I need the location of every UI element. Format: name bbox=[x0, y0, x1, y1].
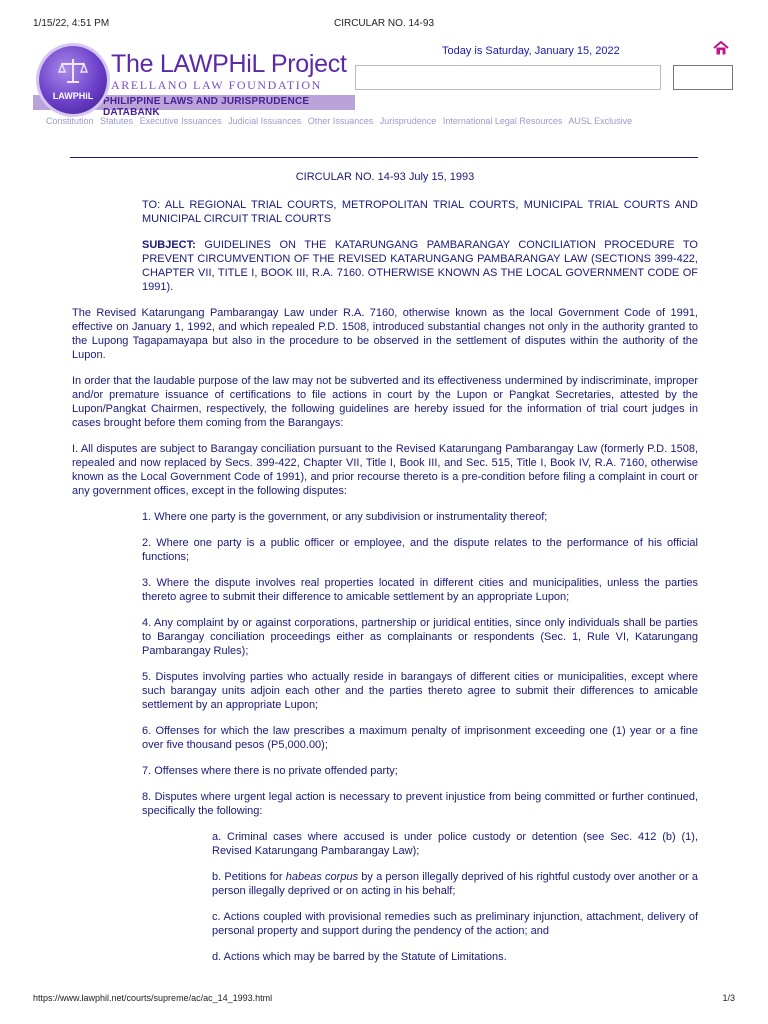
print-title: CIRCULAR NO. 14-93 bbox=[333, 18, 435, 29]
subject bbox=[142, 238, 698, 294]
nav-item-other-issuances[interactable]: Other Issuances bbox=[307, 116, 374, 126]
home-icon[interactable] bbox=[713, 41, 729, 55]
nav-item-executive-issuances[interactable]: Executive Issuances bbox=[139, 116, 222, 126]
header-divider bbox=[70, 157, 698, 158]
nav-item-constitution[interactable]: Constitution bbox=[46, 116, 94, 126]
sub-item-b: b. Petitions for habeas corpus by a person illegally deprived of his rightful custody over another or a person illegally deprived or on acting in his behalf; bbox=[212, 871, 698, 897]
exception-item: 8. Disputes where urgent legal action is necessary to prevent injustice from being committed or further continued, specifically the following: bbox=[142, 791, 698, 817]
sub-item-d: d. Actions which may be barred by the Statute of Limitations. bbox=[212, 951, 507, 963]
print-url: https://www.lawphil.net/courts/supreme/ac/ac_14_1993.html bbox=[33, 993, 273, 1003]
subject-label: SUBJECT: bbox=[142, 239, 196, 251]
exception-item: 3. Where the dispute involves real properties located in different cities and municipalities, unless the parties thereto agree to submit their difference to amicable settlement by an appropriate Lupon; bbox=[142, 577, 698, 603]
site-masthead bbox=[33, 40, 733, 116]
date-line: Today is Saturday, January 15, 2022 bbox=[442, 45, 620, 57]
scales-icon bbox=[57, 56, 89, 86]
nav-item-judicial-issuances[interactable]: Judicial Issuances bbox=[228, 116, 302, 126]
exception-item: 1. Where one party is the government, or any subdivision or instrumentality thereof; bbox=[142, 511, 548, 523]
document-body bbox=[72, 170, 698, 976]
sub-item-a: a. Criminal cases where accused is under police custody or detention (see Sec. 412 (b) (1), Revised Katarungang Pambarangay Law); bbox=[212, 831, 698, 857]
exception-item: 6. Offenses for which the law prescribes a maximum penalty of imprisonment exceeding one (1) year or a fine over five thousand pesos (P5,000.00); bbox=[142, 725, 698, 751]
exception-item: 4. Any complaint by or against corporations, partnership or juridical entities, since only individuals shall be parties to Barangay conciliation proceedings either as complainants or respondents (Sec. 1, Rule VI, Katarungang Pambarangay Rules); bbox=[142, 617, 698, 657]
nav-item-jurisprudence[interactable]: Jurisprudence bbox=[379, 116, 437, 126]
logo-text: LAWPHiL bbox=[52, 91, 94, 101]
print-header bbox=[0, 0, 768, 29]
paragraph-1: The Revised Katarungang Pambarangay Law under R.A. 7160, otherwise known as the local Government Code of 1991, effective on January 1, 1992, and which repealed P.D. 1508, introduced substantial changes not only in the authority granted to the Lupong Tagapamayapa but also in the procedure to be observed in the settlement of disputes within the authority of the Lupon. bbox=[72, 307, 698, 361]
search-input[interactable] bbox=[355, 65, 661, 90]
paragraph-3: I. All disputes are subject to Barangay conciliation pursuant to the Revised Katarungang Pambarangay Law (formerly P.D. 1508, repealed and now replaced by Secs. 399-422, Chapter VII, Title I, Book III, and Sec. 515, Title I, Book IV, R.A. 7160, otherwise known as the Local Government Code of 1991), and prior recourse thereto is a pre-condition before filing a complaint in court or any government offices, except in the following disputes: bbox=[72, 443, 698, 497]
print-page-number: 1/3 bbox=[722, 993, 735, 1003]
brand-band-text: PHILIPPINE LAWS AND JURISPRUDENCE DATABANK bbox=[103, 96, 310, 118]
exception-item: 5. Disputes involving parties who actually reside in barangays of different cities or municipalities, except where such barangay units adjoin each other and the parties thereto agree to submit their differences to amicable settlement by an appropriate Lupon; bbox=[142, 671, 698, 711]
nav-item-international-legal-resources[interactable]: International Legal Resources bbox=[442, 116, 563, 126]
subject-text: GUIDELINES ON THE KATARUNGANG PAMBARANGAY CONCILIATION PROCEDURE TO PREVENT CIRCUMVENTION OF THE REVISED KATARUNGANG PAMBARANGAY LAW (SECTIONS 399-422, CHAPTER VII, TITLE I, BOOK III, R.A. 7160. OTHERWISE KNOWN AS THE LOCAL GOVERNMENT CODE OF 1991). bbox=[142, 239, 698, 293]
paragraph-2: In order that the laudable purpose of the law may not be subverted and its effectiveness undermined by indiscriminate, improper and/or premature issuance of certifications to file actions in court by the Lupon or Pangkat Secretaries, attested by the Lupon/Pangkat Chairmen, respectively, the following guidelines are hereby issued for the information of trial court judges in cases brought before them coming from the Barangays: bbox=[72, 375, 698, 429]
addressee: TO: ALL REGIONAL TRIAL COURTS, METROPOLITAN TRIAL COURTS, MUNICIPAL TRIAL COURTS AND MUNICIPAL CIRCUIT TRIAL COURTS bbox=[142, 199, 698, 225]
main-nav bbox=[46, 116, 726, 126]
brand-title[interactable]: The LAWPHiL Project bbox=[111, 50, 347, 78]
site-logo[interactable] bbox=[39, 46, 107, 114]
print-datetime: 1/15/22, 4:51 PM bbox=[33, 18, 110, 29]
brand-subtitle: ARELLANO LAW FOUNDATION bbox=[111, 78, 322, 92]
nav-item-statutes[interactable]: Statutes bbox=[100, 116, 134, 126]
document-heading: CIRCULAR NO. 14-93 July 15, 1993 bbox=[295, 171, 475, 183]
exception-item: 7. Offenses where there is no private offended party; bbox=[142, 765, 398, 777]
exception-item: 2. Where one party is a public officer or employee, and the dispute relates to the performance of his official functions; bbox=[142, 537, 698, 563]
nav-item-ausl-exclusive[interactable]: AUSL Exclusive bbox=[568, 116, 633, 126]
sub-item-c: c. Actions coupled with provisional remedies such as preliminary injunction, attachment, delivery of personal property and support during the pendency of the action; and bbox=[212, 911, 698, 937]
search-button[interactable] bbox=[673, 65, 733, 90]
